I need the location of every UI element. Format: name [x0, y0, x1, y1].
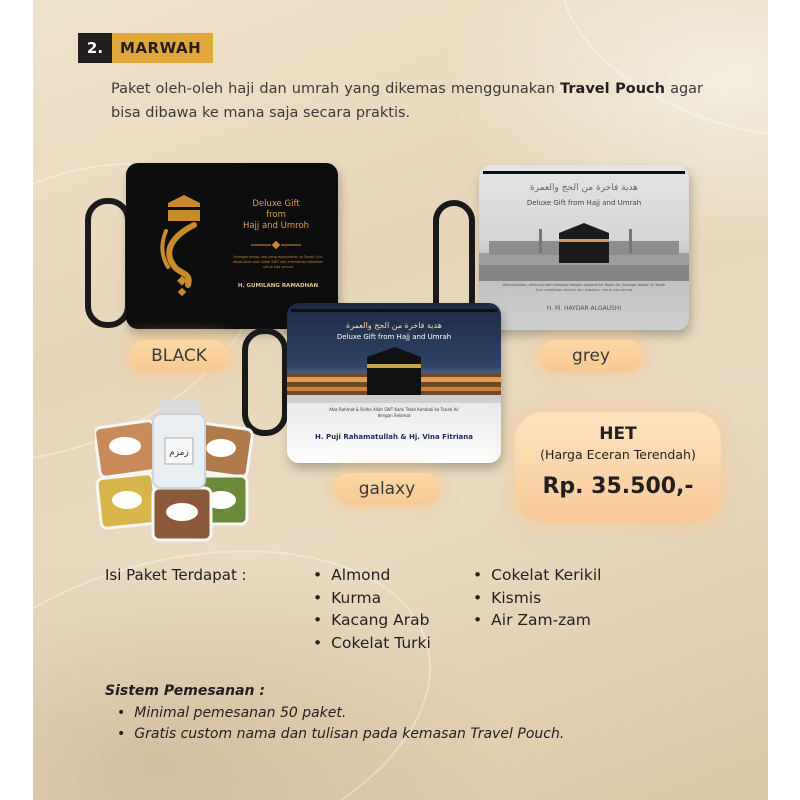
list-item: • Cokelat Kerikil — [473, 564, 601, 587]
section-number: 2. — [78, 33, 112, 63]
snack-products-image — [95, 396, 255, 546]
grey-pouch-arabic: هدية فاخرة من الحج والعمرة — [530, 183, 638, 193]
price-value: Rp. 35.500,- — [542, 474, 694, 499]
list-item: • Cokelat Turki — [313, 632, 431, 655]
galaxy-pouch-body — [287, 303, 501, 463]
galaxy-pouch-title: Deluxe Gift from Hajj and Umrah — [336, 333, 452, 341]
contents-label: Isi Paket Terdapat : — [105, 566, 247, 584]
grey-pouch-body — [479, 165, 689, 330]
black-pouch-name: H. GUMILANG RAMADHAN — [237, 283, 319, 289]
list-item: • Almond — [313, 564, 431, 587]
ordering-title: Sistem Pemesanan : — [105, 683, 265, 699]
price-box — [515, 412, 721, 522]
description-text: Paket oleh-oleh haji dan umrah yang dikemas menggunakan — [111, 81, 561, 97]
pouch-zipper — [483, 171, 685, 174]
pouch-zipper — [291, 309, 497, 312]
list-item: • Kurma — [313, 587, 431, 610]
galaxy-pouch-name: H. Puji Rahamatullah & Hj. Vina Fitriana — [315, 433, 473, 441]
pouch-strap — [85, 198, 131, 328]
black-pouch-title — [226, 199, 326, 232]
grey-pouch-small-text: Alhamdulillah, akhirnya kami kembali dengan selamat ke Tanah Air. Semoga ibadah di Tanah Suci membawa berkah dan kebaikan untuk kita semua — [502, 283, 666, 292]
list-item: • Kismis — [473, 587, 601, 610]
product-page — [33, 0, 768, 800]
contents-list-col2 — [473, 564, 601, 632]
black-title-line: Deluxe Gift — [252, 199, 300, 209]
kaaba-scene-icon — [479, 221, 689, 281]
black-pouch-small-text: Semoga setiap doa yang dipanjatkan di Tanah Suci dikabulkan oleh Allah SWT dan membawa kebaikan untuk kita semua — [232, 255, 324, 269]
grey-pouch-name: H. M. HAYDAR ALGAUSHI — [546, 305, 622, 312]
description-text-end: agar bisa dibawa ke mana saja secara praktis. — [111, 81, 704, 121]
price-subtitle: (Harga Eceran Terendah) — [540, 447, 696, 462]
section-title: MARWAH — [112, 33, 213, 63]
ornament-divider-icon — [251, 241, 301, 249]
section-heading — [78, 33, 213, 63]
ordering-section — [105, 683, 564, 745]
list-item: • Air Zam-zam — [473, 609, 601, 632]
ordering-item: • Gratis custom nama dan tulisan pada kemasan Travel Pouch. — [105, 724, 564, 745]
product-description — [111, 77, 703, 125]
list-item: • Kacang Arab — [313, 609, 431, 632]
price-title: HET — [599, 424, 637, 444]
galaxy-label: galaxy — [334, 473, 440, 505]
grey-label: grey — [539, 340, 643, 372]
galaxy-pouch-arabic: هدية فاخرة من الحج والعمرة — [346, 321, 442, 330]
kaaba-night-scene-icon — [287, 347, 501, 403]
contents-list-col1 — [313, 564, 431, 654]
grey-pouch-title: Deluxe Gift from Hajj and Umrah — [526, 199, 642, 207]
kaaba-calligraphy-icon — [154, 191, 214, 301]
description-bold: Travel Pouch — [560, 81, 665, 97]
bottle-label: زمزم — [169, 448, 189, 458]
black-label: BLACK — [129, 340, 229, 372]
black-title-line: from — [266, 210, 286, 220]
black-title-line: Hajj and Umroh — [242, 221, 310, 231]
pouch-zipper — [130, 169, 334, 172]
ordering-item: • Minimal pemesanan 50 paket. — [105, 703, 564, 724]
galaxy-pouch-small-text: Atas Rahmat & Ridho Allah SWT Kami Telah Kembali ke Tanah Air dengan Selamat — [329, 407, 459, 418]
